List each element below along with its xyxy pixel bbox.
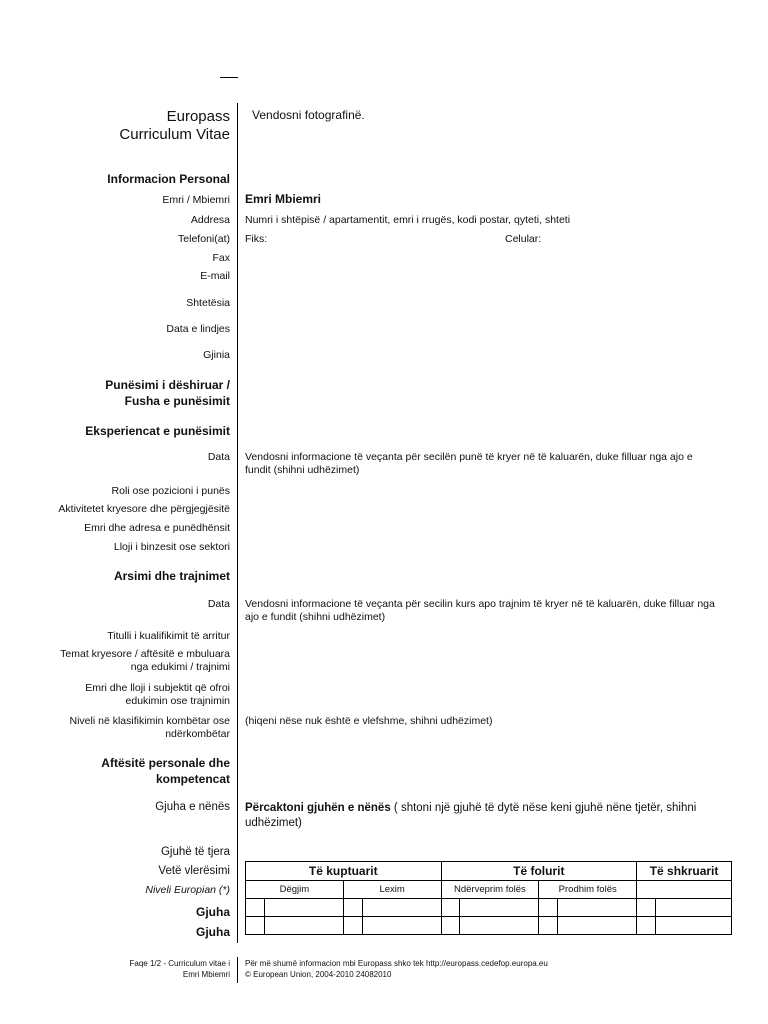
table-row: [246, 917, 732, 935]
level-label-line2: ndërkombëtar: [165, 728, 230, 740]
level-cell[interactable]: [441, 917, 460, 935]
experience-heading: Eksperiencat e punësimit: [85, 424, 230, 438]
nationality-label: Shtetësia: [186, 297, 230, 309]
language-row-label-2: Gjuha: [195, 925, 230, 939]
skills-heading-line1: Aftësitë personale dhe: [101, 756, 230, 770]
edu-date-value[interactable]: Vendosni informacione të veçanta për secilin kurs apo trajnim të kryer në të kaluarën, duke filluar nga ajo e fundit (shihni udhëzimet): [245, 598, 715, 623]
desc-cell[interactable]: [656, 917, 732, 935]
desired-line1: Punësimi i dëshiruar /: [105, 378, 230, 392]
employer-label: Emri dhe adresa e punëdhënsit: [84, 522, 230, 534]
level-value[interactable]: (hiqeni nëse nuk është e vlefshme, shihni udhëzimet): [245, 715, 493, 727]
fax-label: Fax: [212, 252, 230, 264]
self-assessment-label: Vetë vlerësimi: [158, 865, 230, 877]
desc-cell[interactable]: [460, 899, 539, 917]
sector-label: Lloji i binzesit ose sektori: [113, 541, 230, 553]
birth-label: Data e lindjes: [166, 323, 230, 335]
desc-cell[interactable]: [460, 917, 539, 935]
subjects-label-line2: nga edukimi / trajnimi: [130, 661, 230, 673]
desc-cell[interactable]: [558, 917, 637, 935]
footer-copyright: © European Union, 2004-2010 24082010: [245, 970, 392, 979]
desc-cell[interactable]: [656, 899, 732, 917]
language-row-label-1: Gjuha: [195, 905, 230, 919]
subheader-listening: Dëgjim: [246, 881, 344, 899]
edu-date-label: Data: [207, 598, 230, 610]
desc-cell[interactable]: [264, 917, 343, 935]
desired-heading: [105, 377, 230, 409]
photo-placeholder[interactable]: Vendosni fotografinë.: [252, 108, 365, 122]
mother-tongue-label: Gjuha e nënës: [155, 801, 230, 813]
language-table: [245, 861, 732, 935]
header-writing: Të shkruarit: [637, 862, 732, 881]
org-label: [85, 682, 230, 708]
gender-label: Gjinia: [203, 349, 230, 361]
footer-name: Emri Mbiemri: [182, 970, 230, 979]
role-label: Roli ose pozicioni i punës: [111, 485, 230, 497]
phone-label: Telefoni(at): [178, 233, 230, 245]
org-label-line1: Emri dhe lloji i subjektit që ofroi: [85, 682, 230, 694]
education-heading: Arsimi dhe trajnimet: [113, 569, 230, 583]
qualification-label: Titulli i kualifikimit të arritur: [107, 630, 230, 642]
footer-left: [130, 958, 230, 980]
skills-heading: [101, 755, 230, 787]
cv-title: [119, 108, 230, 144]
level-cell[interactable]: [246, 899, 265, 917]
mother-tongue-rest: ( shtoni një gjuhë të dytë nëse keni gjuhë nëne tjetër, shihni udhëzimet): [245, 802, 697, 829]
subjects-label-line1: Temat kryesore / aftësitë e mbuluara: [60, 648, 230, 660]
mother-tongue-bold: Përcaktoni gjuhën e nënës: [245, 802, 391, 814]
desc-cell[interactable]: [558, 899, 637, 917]
title-europass: Europass: [166, 108, 230, 125]
email-label: E-mail: [200, 270, 230, 282]
footer-divider: [237, 957, 238, 983]
desc-cell[interactable]: [264, 899, 343, 917]
subheader-reading: Lexim: [343, 881, 441, 899]
personal-heading: Informacion Personal: [107, 172, 230, 186]
european-level-label: Niveli Europian (*): [145, 884, 230, 896]
desc-cell[interactable]: [362, 917, 441, 935]
skills-heading-line2: kompetencat: [155, 772, 230, 786]
level-cell[interactable]: [637, 917, 656, 935]
name-label: Emri / Mbiemri: [162, 194, 230, 206]
level-cell[interactable]: [539, 899, 558, 917]
exp-date-label: Data: [207, 451, 230, 463]
address-label: Addresa: [190, 214, 230, 226]
footer-page: Faqe 1/2 - Curriculum vitae i: [129, 959, 230, 968]
desired-line2: Fusha e punësimit: [124, 394, 230, 408]
level-cell[interactable]: [343, 899, 362, 917]
header-understanding: Të kuptuarit: [246, 862, 442, 881]
top-dash: [220, 77, 238, 78]
subheader-writing: [637, 881, 732, 899]
header-speaking: Të folurit: [441, 862, 637, 881]
level-cell[interactable]: [343, 917, 362, 935]
level-label: [70, 715, 230, 741]
other-languages-label: Gjuhë të tjera: [160, 846, 230, 858]
level-cell[interactable]: [246, 917, 265, 935]
divider-line: [237, 103, 238, 943]
subjects-label: [60, 648, 230, 674]
level-cell[interactable]: [539, 917, 558, 935]
footer-info-link[interactable]: Për më shumë informacion mbi Europass shko tek http://europass.cedefop.europa.eu: [245, 959, 548, 968]
phone-fix[interactable]: Fiks:: [245, 233, 268, 245]
activities-label: Aktivitetet kryesore dhe përgjegjësitë: [58, 503, 230, 515]
level-cell[interactable]: [637, 899, 656, 917]
title-cv: Curriculum Vitae: [119, 126, 230, 143]
exp-date-value[interactable]: Vendosni informacione të veçanta për secilën punë të kryer në të kaluarën, duke filluar nga ajo e fundit (shihni udhëzimet): [245, 451, 693, 476]
level-cell[interactable]: [441, 899, 460, 917]
name-value[interactable]: Emri Mbiemri: [245, 192, 322, 206]
desc-cell[interactable]: [362, 899, 441, 917]
table-row: [246, 899, 732, 917]
address-value[interactable]: Numri i shtëpisë / apartamentit, emri i rrugës, kodi postar, qyteti, shteti: [245, 214, 571, 226]
subheader-production: Prodhim folës: [539, 881, 637, 899]
org-label-line2: edukimin ose trajnimin: [125, 695, 230, 707]
phone-mobile[interactable]: Celular:: [505, 233, 542, 245]
mother-tongue-value[interactable]: [245, 801, 715, 831]
level-label-line1: Niveli në klasifikimin kombëtar ose: [69, 715, 230, 727]
subheader-interaction: Ndërveprim folës: [441, 881, 539, 899]
footer-right: [245, 958, 548, 980]
